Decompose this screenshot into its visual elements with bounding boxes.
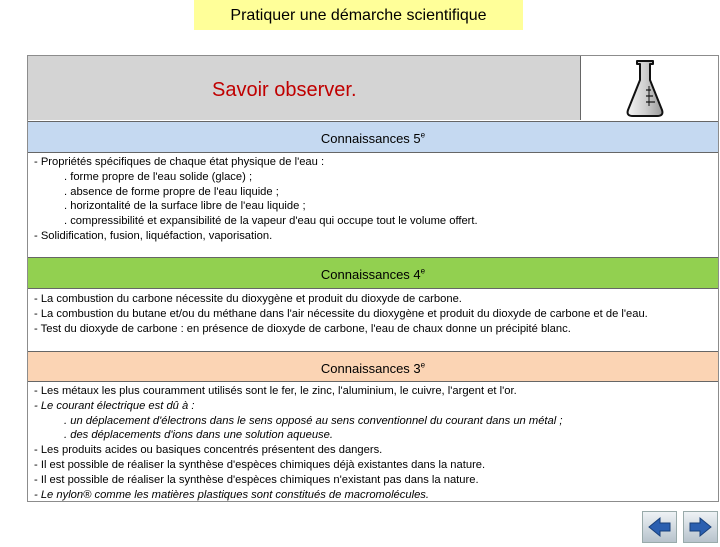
section-heading-5e: [28, 121, 718, 153]
list-item: - Il est possible de réaliser la synthèse d'espèces chimiques déjà existantes dans la nature.: [34, 458, 486, 471]
list-item: . absence de forme propre de l'eau liquide ;: [64, 185, 279, 198]
page-title: Pratiquer une démarche scientifique: [194, 0, 523, 30]
list-item: . des déplacements d'ions dans une solution aqueuse.: [64, 429, 333, 442]
section-heading-label: Connaissances 3: [320, 361, 421, 376]
list-item: . horizontalité de la surface libre de l'eau liquide ;: [64, 200, 306, 213]
list-item: - La combustion du butane et/ou du méthane dans l'air nécessite du dioxygène et produit du dioxyde de carbone et de l'eau.: [34, 307, 648, 320]
section-heading-4e: [28, 257, 718, 289]
list-item: . un déplacement d'électrons dans le sens opposé au sens conventionnel du courant dans un métal ;: [64, 414, 563, 427]
list-item: - Les métaux les plus couramment utilisés sont le fer, le zinc, l'aluminium, le cuivre, l'argent et l'or.: [34, 385, 517, 397]
list-item: - Le nylon® comme les matières plastiques sont constitués de macromolécules.: [34, 488, 430, 501]
list-item: - Test du dioxyde de carbone : en présence de dioxyde de carbone, l'eau de chaux donne un précipité blanc.: [34, 322, 571, 335]
section-heading-label: Connaissances 5: [320, 131, 421, 146]
flask-panel: [582, 56, 718, 120]
list-item: - Les produits acides ou basiques concentrés présentent des dangers.: [34, 444, 383, 457]
section-body-5e: [34, 155, 478, 244]
list-item: - Solidification, fusion, liquéfaction, vaporisation.: [34, 229, 273, 242]
previous-slide-button[interactable]: [642, 511, 677, 543]
list-item: - Propriétés spécifiques de chaque état physique de l'eau :: [34, 156, 325, 168]
section-heading-sup: e: [420, 360, 426, 370]
erlenmeyer-flask-icon: [582, 56, 718, 120]
next-slide-button[interactable]: [683, 511, 718, 543]
list-item: . compressibilité et expansibilité de la vapeur d'eau qui occupe tout le volume offert.: [64, 215, 478, 228]
header-title: Savoir observer.: [212, 79, 357, 101]
list-item: - Le courant électrique est dû à :: [34, 399, 195, 412]
list-item: - La combustion du carbone nécessite du dioxygène et produit du dioxyde de carbone.: [34, 293, 462, 305]
section-heading-label: Connaissances 4: [320, 267, 421, 282]
arrow-left-icon: [643, 512, 676, 542]
section-heading-3e: [28, 351, 718, 382]
section-heading-sup: e: [420, 266, 426, 276]
section-body-3e: [34, 384, 562, 502]
list-item: . forme propre de l'eau solide (glace) ;: [64, 170, 253, 183]
arrow-right-icon: [684, 512, 717, 542]
section-body-4e: [34, 292, 648, 336]
section-heading-sup: e: [420, 130, 426, 140]
list-item: - Il est possible de réaliser la synthèse d'espèces chimiques n'existant pas dans la nature.: [34, 473, 479, 486]
